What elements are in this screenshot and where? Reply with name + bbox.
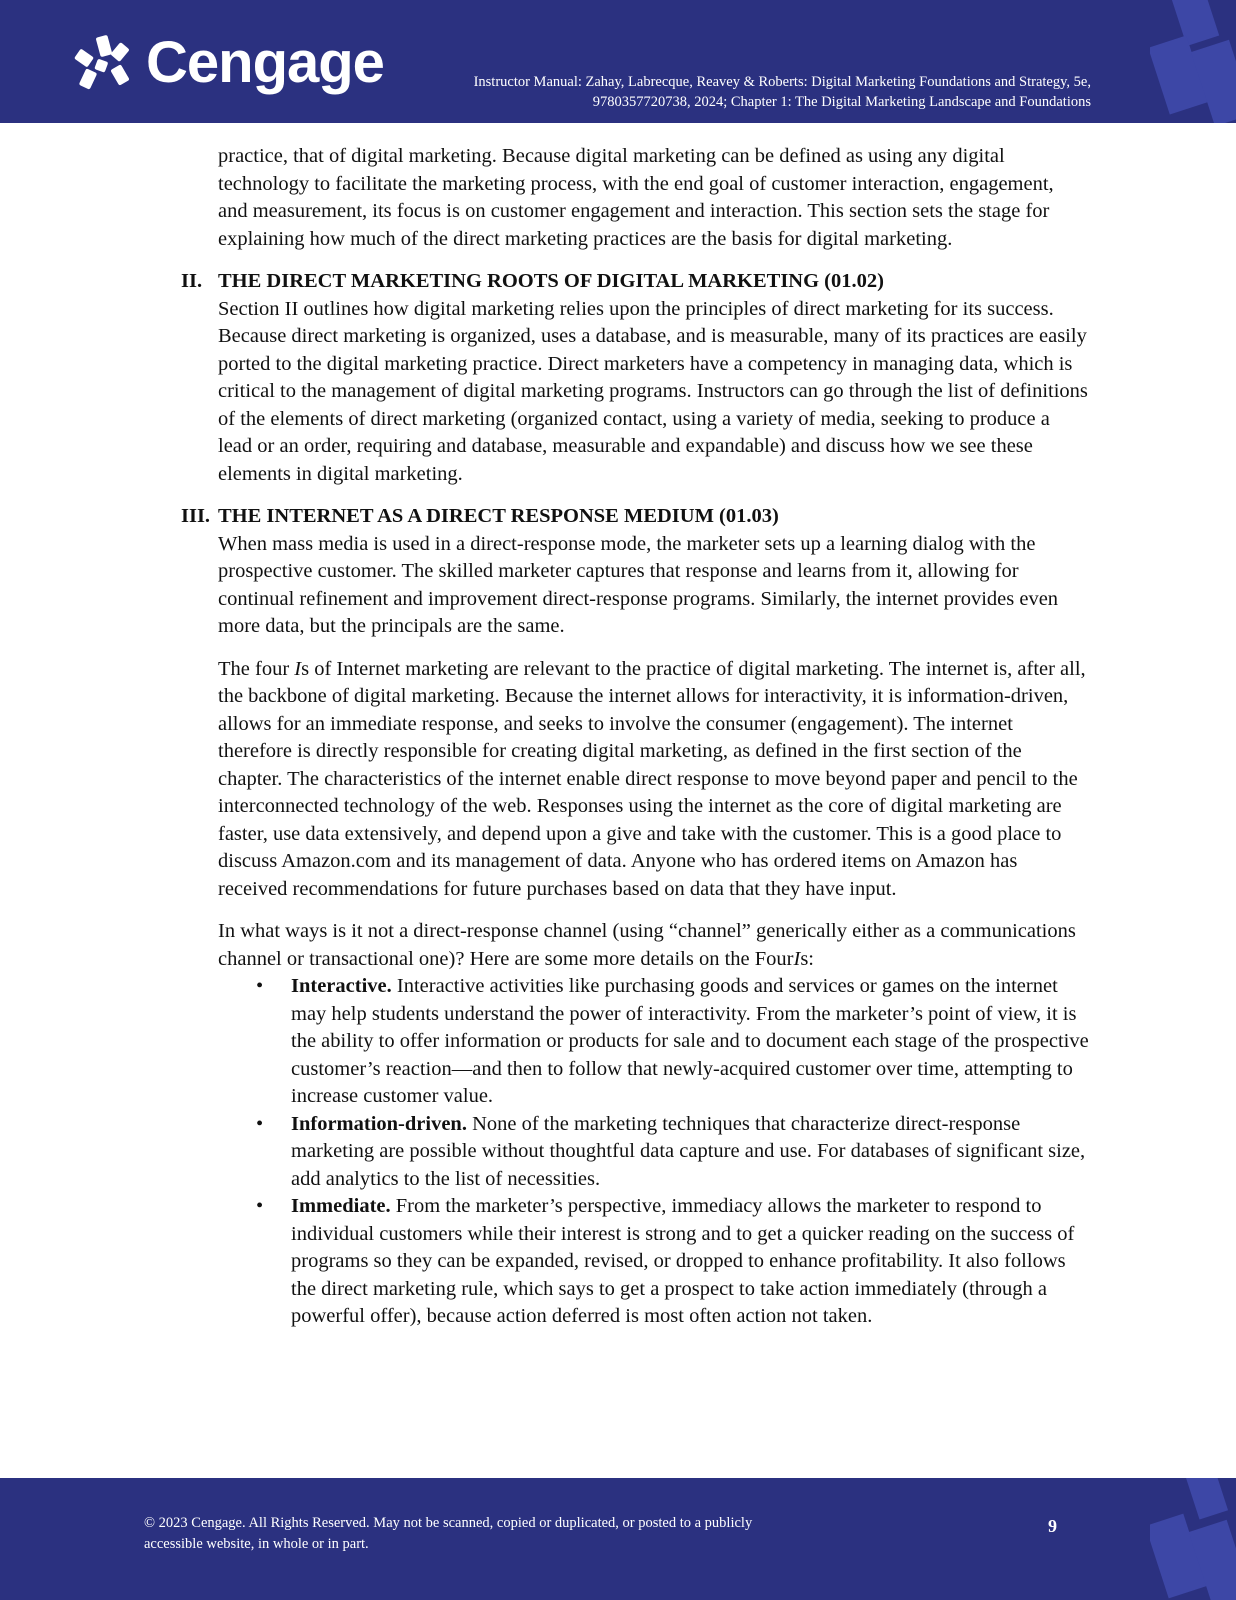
header-decoration-icon <box>1150 0 1236 123</box>
list-item-text: Interactive activities like purchasing goods and services or games on the internet may help students understand the power of interactivity. From the marketer’s point of view, it is the ability to offer information or products for sale and to document each stage of the prospective customer’s reaction—and then to follow that newly-acquired customer over time, attempting to increase customer value. <box>291 975 1089 1107</box>
header-book-info <box>474 72 1091 112</box>
list-item-text: From the marketer’s perspective, immediacy allows the marketer to respond to individual customers while their interest is strong and to get a quicker reading on the success of programs so they can be expanded, revised, or dropped to enhance profitability. It also follows the direct marketing rule, which says to get a prospect to take action immediately (through a powerful offer), because action deferred is most often action not taken. <box>291 1195 1075 1327</box>
intro-paragraph: practice, that of digital marketing. Because digital marketing can be defined as using any digital technology to facilitate the marketing process, with the end goal of customer interaction, engagement, and measurement, its focus is on customer engagement and interaction. This section sets the stage for explaining how much of the direct marketing practices are the basis for digital marketing. <box>218 145 1054 250</box>
page-footer <box>0 1478 1236 1600</box>
page-header <box>0 0 1236 123</box>
header-meta-line-2: 9780357720738, 2024; Chapter 1: The Digital Marketing Landscape and Foundations <box>592 94 1091 110</box>
section-3-heading <box>181 503 1088 531</box>
document-body <box>0 143 1236 1331</box>
section-2-heading <box>181 268 1088 296</box>
cengage-mark-icon <box>74 34 136 92</box>
copyright-notice <box>144 1513 844 1555</box>
footer-decoration-icon <box>1150 1478 1236 1600</box>
bullet-icon: • <box>256 1195 264 1217</box>
copyright-line-2: accessible website, in whole or in part. <box>144 1536 369 1552</box>
copyright-line-1: © 2023 Cengage. All Rights Reserved. May not be scanned, copied or duplicated, or posted to a publicly <box>144 1515 753 1531</box>
section-2-title: THE DIRECT MARKETING ROOTS OF DIGITAL MARKETING (01.02) <box>218 270 884 292</box>
list-item-term: Information-driven. <box>291 1112 467 1135</box>
list-item-text: None of the marketing techniques that characterize direct-response marketing are possible without thoughtful data capture and use. For databases of significant size, add analytics to the list of necessities. <box>291 1112 1086 1190</box>
section-2-paragraph: Section II outlines how digital marketing relies upon the principles of direct marketing for its success. Because direct marketing is organized, uses a database, and is measurable, many of its practices are easily ported to the digital marketing practice. Direct marketers have a competency in managing data, which is critical to the management of digital marketing programs. Instructors can go through the list of definitions of the elements of direct marketing (organized contact, using a variety of media, seeking to produce a lead or an order, requiring and database, measurable and expandable) and discuss how we see these elements in digital marketing. <box>218 297 1088 485</box>
header-meta-line-1: Instructor Manual: Zahay, Labrecque, Reavey & Roberts: Digital Marketing Foundations and Strategy, 5e, <box>473 74 1091 90</box>
bullet-icon: • <box>256 1112 264 1135</box>
section-2-numeral: II. <box>181 270 203 292</box>
four-is-list <box>256 973 1089 1331</box>
list-item-term: Immediate. <box>291 1195 391 1217</box>
list-item <box>256 1111 1089 1194</box>
section-3-title: THE INTERNET AS A DIRECT RESPONSE MEDIUM (01.03) <box>218 505 779 527</box>
list-item-term: Interactive. <box>291 975 392 997</box>
section-3-paragraph-3: In what ways is it not a direct-response channel (using “channel” generically either as a communications channel or transactional one)? Here are some more details on the FourIs: <box>218 920 1076 970</box>
page-number: 9 <box>1048 1516 1057 1536</box>
section-3-paragraph-1: When mass media is used in a direct-response mode, the marketer sets up a learning dialog with the prospective customer. The skilled marketer captures that response and learns from it, allowing for continual refinement and improvement direct-response programs. Similarly, the internet provides even more data, but the principals are the same. <box>218 532 1059 637</box>
logo-wordmark: Cengage <box>146 30 384 95</box>
list-item <box>256 973 1089 1111</box>
cengage-logo <box>74 30 384 95</box>
section-3-numeral: III. <box>181 505 211 527</box>
list-item <box>256 1193 1089 1331</box>
section-3-paragraph-2: The four Is of Internet marketing are relevant to the practice of digital marketing. The internet is, after all, the backbone of digital marketing. Because the internet allows for interactivity, it is information-driven, allows for an immediate response, and seeks to involve the consumer (engagement). The internet therefore is directly responsible for creating digital marketing, as defined in the first section of the chapter. The characteristics of the internet enable direct response to move beyond paper and pencil to the interconnected technology of the web. Responses using the internet as the core of digital marketing are faster, use data extensively, and depend upon a give and take with the customer. This is a good place to discuss Amazon.com and its management of data. Anyone who has ordered items on Amazon has received recommendations for future purchases based on data that they have input. <box>218 657 1086 900</box>
bullet-icon: • <box>256 975 264 997</box>
